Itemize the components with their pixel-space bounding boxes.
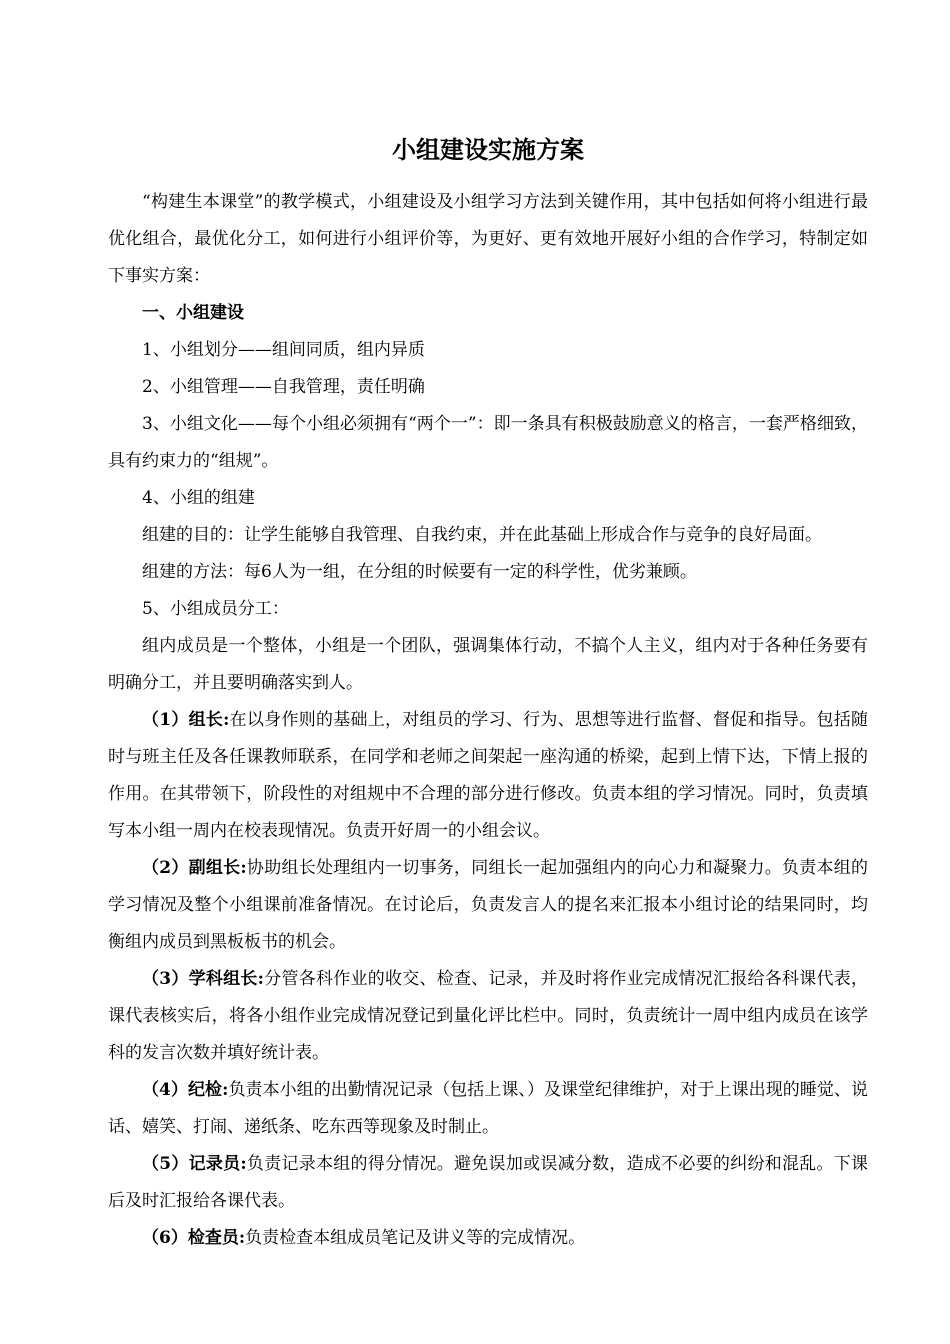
document-title: 小组建设实施方案 (392, 135, 584, 164)
role-group-leader (108, 702, 868, 850)
item-group-culture: 3、小组文化——每个小组必须拥有“两个一”：即一条具有积极鼓励意义的格言，一套严格细致，具有约束力的“组规”。 (108, 414, 868, 471)
role-discipline-monitor (108, 1072, 868, 1146)
role-text: 在以身作则的基础上，对组员的学习、行为、思想等进行监督、督促和指导。包括随时与班主任及各任课教师联系，在同学和老师之间架起一座沟通的桥梁，起到上情下达，下情上报的作用。在其带领下，阶段性的对组规中不合理的部分进行修改。负责本组的学习情况。同时，负责填写本小组一周内在校表现情况。负责开好周一的小组会议。 (108, 710, 868, 841)
role-label: （4）纪检: (142, 1080, 229, 1100)
document-page (108, 130, 868, 1257)
role-label: （1）组长: (142, 710, 230, 730)
role-label: （3）学科组长: (142, 969, 264, 989)
formation-purpose: 组建的目的：让学生能够自我管理、自我约束，并在此基础上形成合作与竞争的良好局面。 (142, 525, 822, 545)
role-label: （2）副组长: (142, 858, 247, 878)
role-text: 负责检查本组成员笔记及讲义等的完成情况。 (245, 1228, 586, 1248)
role-label: （5）记录员: (142, 1154, 247, 1174)
role-deputy-leader (108, 850, 868, 961)
item-group-management: 2、小组管理——自我管理，责任明确 (142, 377, 425, 397)
role-text: 分管各科作业的收交、检查、记录，并及时将作业完成情况汇报给各科课代表，课代表核实后，将各小组作业完成情况登记到量化评比栏中。同时，负责统计一周中组内成员在该学科的发言次数并填好统计表。 (108, 969, 868, 1063)
role-label: （6）检查员: (142, 1228, 246, 1248)
role-recorder (108, 1146, 868, 1220)
member-roles-description: 组内成员是一个整体，小组是一个团队，强调集体行动，不搞个人主义，组内对于各种任务要有明确分工，并且要明确落实到人。 (108, 636, 868, 693)
formation-method: 组建的方法：每6人为一组，在分组的时候要有一定的科学性，优劣兼顾。 (142, 562, 697, 582)
role-subject-leader (108, 961, 868, 1072)
item-group-division: 1、小组划分——组间同质，组内异质 (142, 340, 425, 360)
item-member-roles: 5、小组成员分工： (142, 599, 289, 619)
role-inspector (108, 1220, 868, 1257)
item-group-formation: 4、小组的组建 (142, 488, 255, 508)
intro-paragraph: “构建生本课堂”的教学模式，小组建设及小组学习方法到关键作用，其中包括如何将小组进行最优化组合，最优化分工，如何进行小组评价等，为更好、更有效地开展好小组的合作学习，特制定如下事实方案： (108, 192, 868, 286)
role-text: 协助组长处理组内一切事务，同组长一起加强组内的向心力和凝聚力。负责本组的学习情况及整个小组课前准备情况。在讨论后，负责发言人的提名来汇报本小组讨论的结果同时，均衡组内成员到黑板板书的机会。 (108, 858, 869, 952)
role-text: 负责本小组的出勤情况记录（包括上课、）及课堂纪律维护，对于上课出现的睡觉、说话、嬉笑、打闹、递纸条、吃东西等现象及时制止。 (108, 1080, 869, 1137)
role-text: 负责记录本组的得分情况。避免误加或误减分数，造成不必要的纠纷和混乱。下课后及时汇报给各课代表。 (108, 1154, 869, 1211)
section-heading-group-building: 一、小组建设 (142, 303, 244, 323)
